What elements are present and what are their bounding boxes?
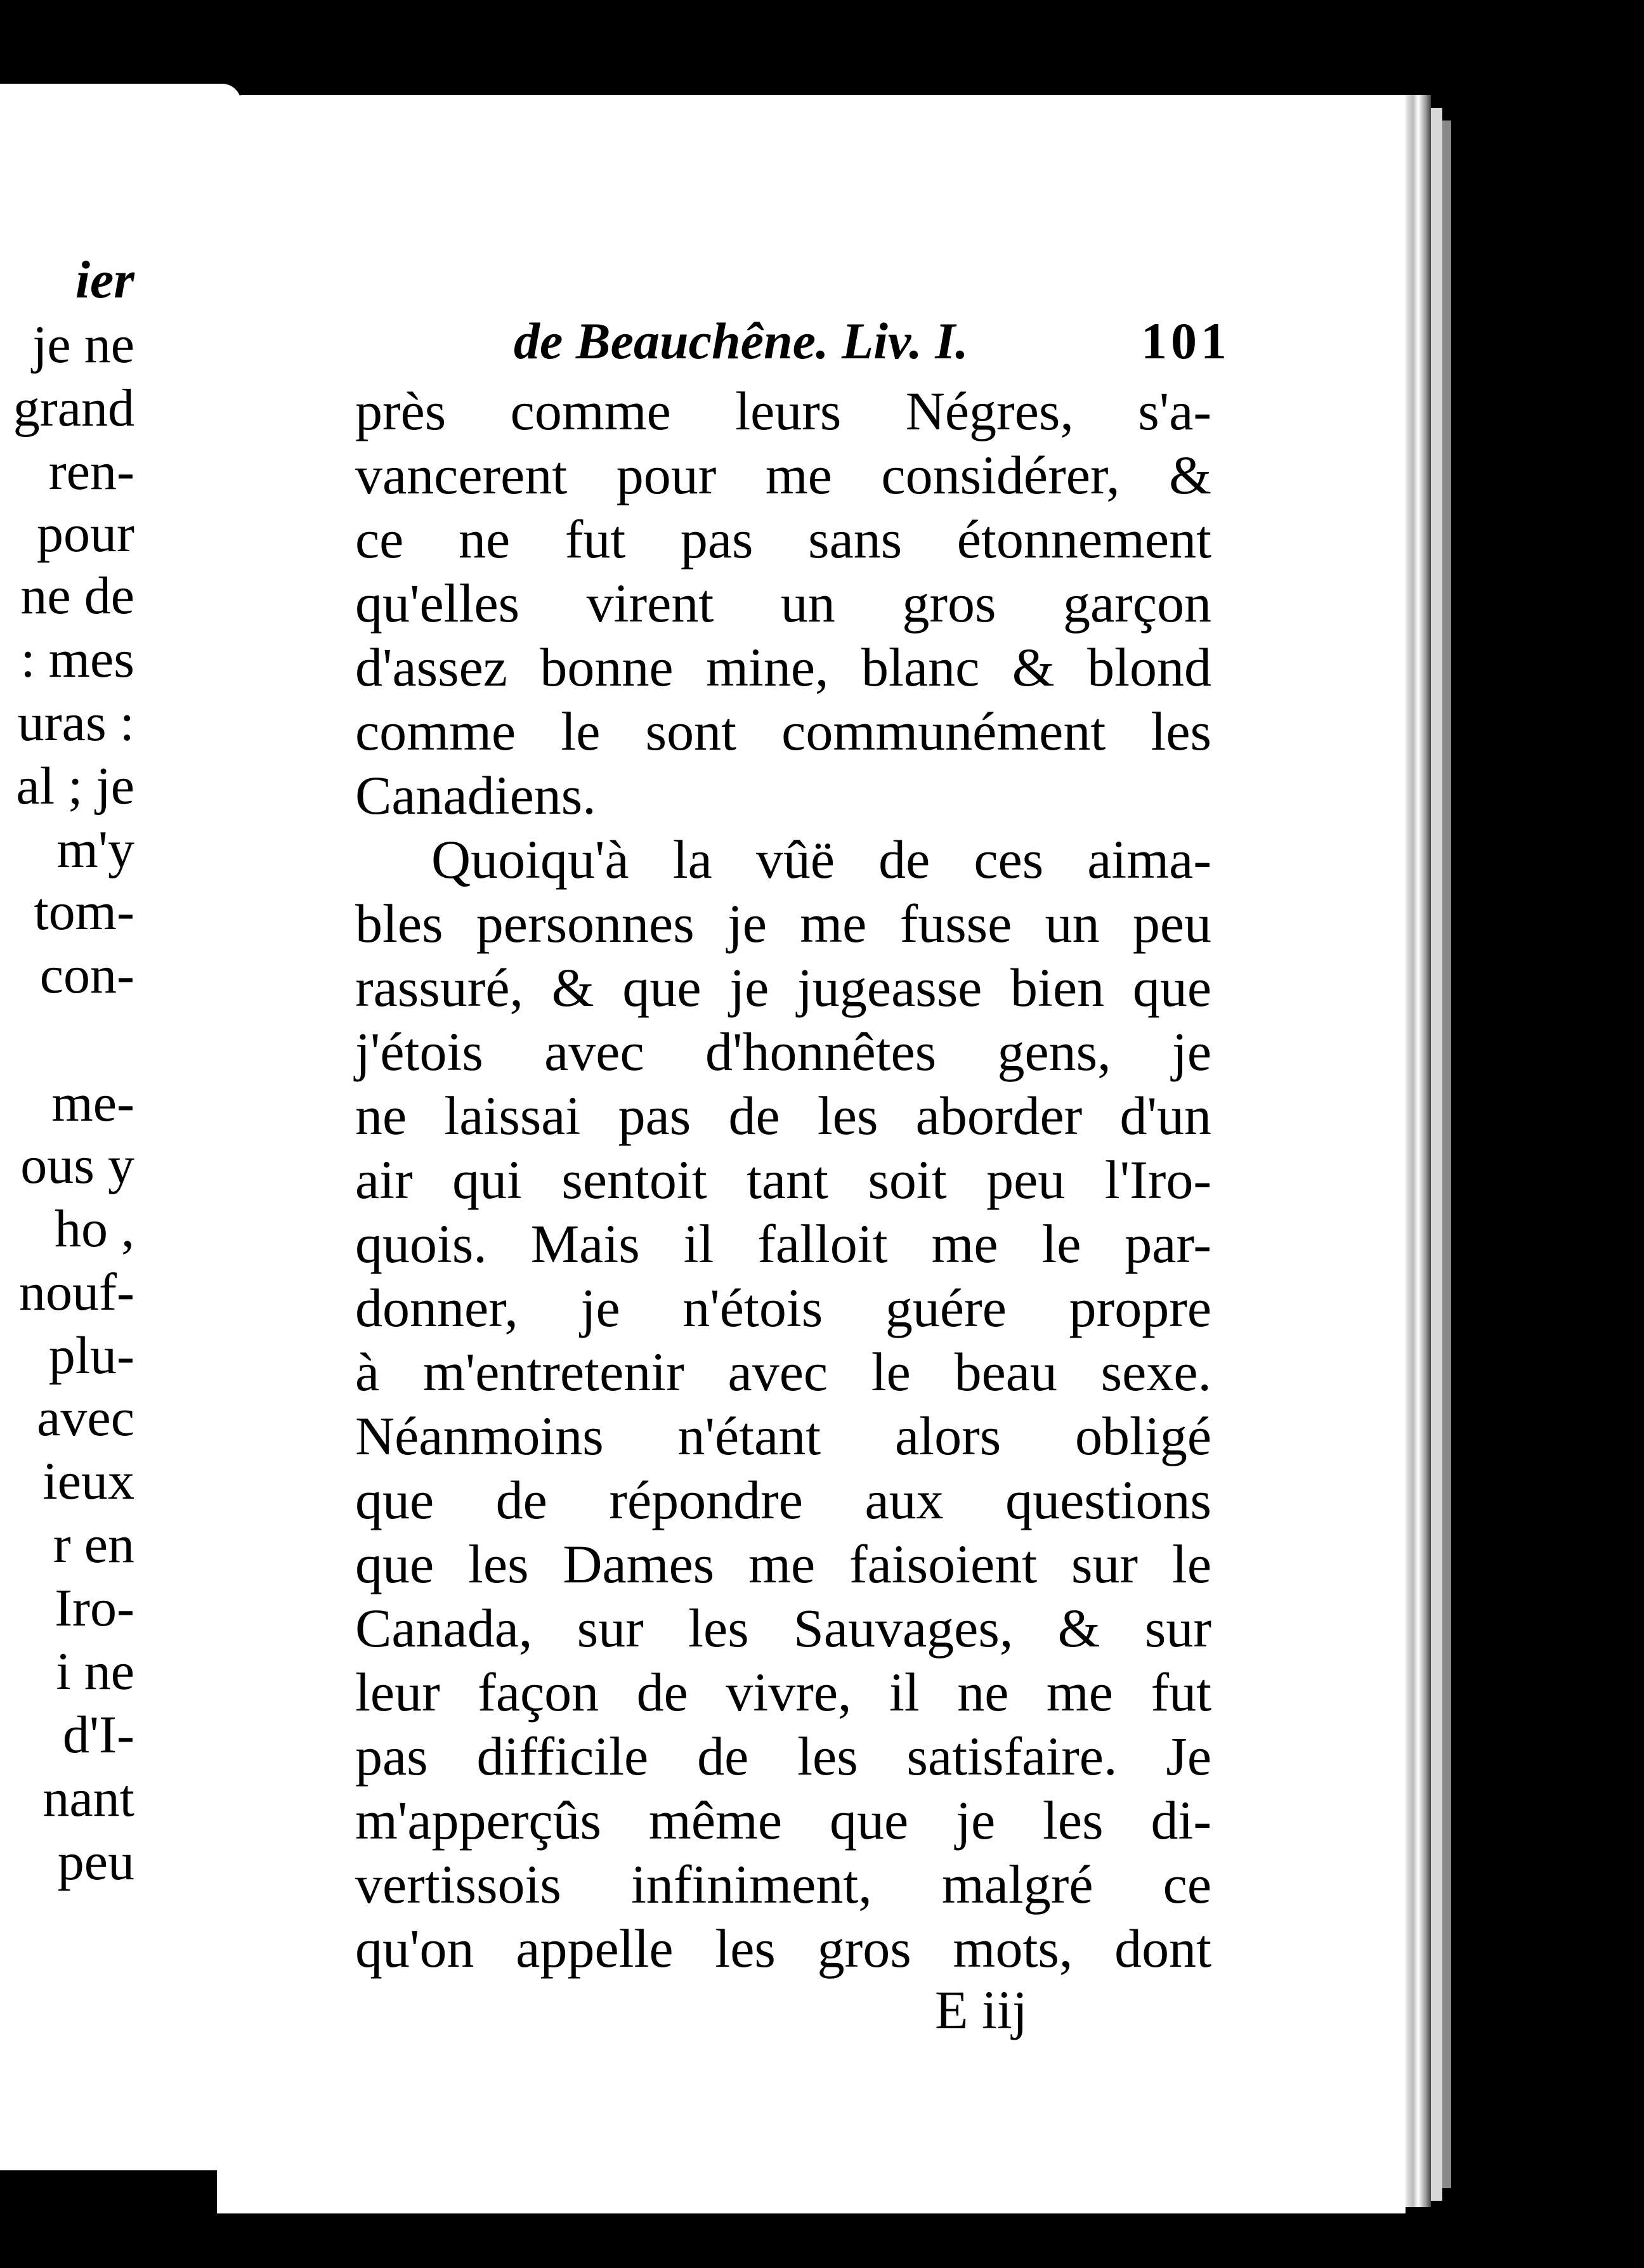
text-line: ce ne fut pas sans étonnement	[355, 509, 1211, 570]
text-line: Quoiqu'à la vûë de ces aima-	[431, 829, 1211, 890]
text-line: Canadiens.	[355, 765, 596, 826]
left-line: ieux	[42, 1452, 134, 1511]
left-line: nant	[42, 1769, 134, 1828]
text-line: vancerent pour me considérer, &	[355, 445, 1211, 505]
left-line: pour	[37, 504, 134, 563]
text-line: quois. Mais il falloit me le par-	[355, 1213, 1211, 1274]
page-fore-edge	[1442, 121, 1451, 2188]
left-line: con-	[39, 946, 134, 1005]
left-line: : mes	[20, 630, 134, 689]
left-line: me-	[51, 1074, 134, 1133]
left-line: tom-	[34, 882, 134, 941]
left-line: d'I-	[62, 1705, 134, 1764]
left-line: grand	[13, 379, 134, 438]
text-line: Canada, sur les Sauvages, & sur	[355, 1598, 1211, 1659]
left-line: Iro-	[55, 1579, 134, 1638]
left-line: ne de	[20, 566, 134, 625]
running-head-title: de Beauchêne. Liv. I.	[514, 312, 969, 370]
text-line: leur façon de vivre, il ne me fut	[355, 1662, 1211, 1723]
text-line: ne laissai pas de les aborder d'un	[355, 1085, 1211, 1146]
left-page-text	[0, 84, 134, 2170]
text-line: rassuré, & que je jugeasse bien que	[355, 957, 1211, 1018]
left-line: ho ,	[55, 1199, 134, 1258]
left-line: i ne	[56, 1642, 134, 1701]
text-line: que les Dames me faisoient sur le	[355, 1534, 1211, 1594]
text-line: j'étois avec d'honnêtes gens, je	[355, 1021, 1211, 1082]
left-page-fragment	[0, 84, 241, 2170]
body-text	[355, 379, 1211, 1981]
text-line: m'apperçûs même que je les di-	[355, 1790, 1211, 1851]
left-line: nouf-	[19, 1263, 134, 1322]
text-line: bles personnes je me fusse un peu	[355, 893, 1211, 954]
text-line: vertissois infiniment, malgré ce	[355, 1854, 1211, 1915]
left-line: m'y	[56, 820, 134, 879]
text-line: air qui sentoit tant soit peu l'Iro-	[355, 1149, 1211, 1210]
signature-mark: E iij	[935, 1979, 1028, 2040]
text-line: donner, je n'étois guére propre	[355, 1277, 1211, 1338]
left-line: r en	[53, 1515, 134, 1574]
text-line: près comme leurs Négres, s'a-	[355, 381, 1211, 441]
left-line: ren-	[48, 442, 134, 501]
running-head	[514, 303, 1230, 379]
text-line: d'assez bonne mine, blanc & blond	[355, 637, 1211, 698]
left-line: je ne	[32, 315, 134, 374]
text-line: qu'on appelle les gros mots, dont	[355, 1918, 1211, 1979]
text-line: que de répondre aux questions	[355, 1470, 1211, 1530]
left-line: uras :	[17, 693, 134, 752]
left-line: peu	[57, 1832, 134, 1891]
left-line: al ; je	[16, 757, 134, 816]
text-line: à m'entretenir avec le beau sexe.	[355, 1341, 1211, 1402]
text-line: comme le sont communément les	[355, 701, 1211, 762]
page-fore-edge	[1406, 95, 1431, 2207]
left-line: plu-	[48, 1326, 134, 1385]
text-line: pas difficile de les satisfaire. Je	[355, 1726, 1211, 1787]
left-line: ier	[75, 251, 134, 310]
text-line: qu'elles virent un gros garçon	[355, 573, 1211, 634]
page-fore-edge	[1431, 108, 1442, 2201]
page-number: 101	[1141, 312, 1230, 370]
left-line: ous y	[20, 1136, 134, 1195]
left-line: avec	[37, 1388, 134, 1447]
text-line: Néanmoins n'étant alors obligé	[355, 1405, 1211, 1466]
